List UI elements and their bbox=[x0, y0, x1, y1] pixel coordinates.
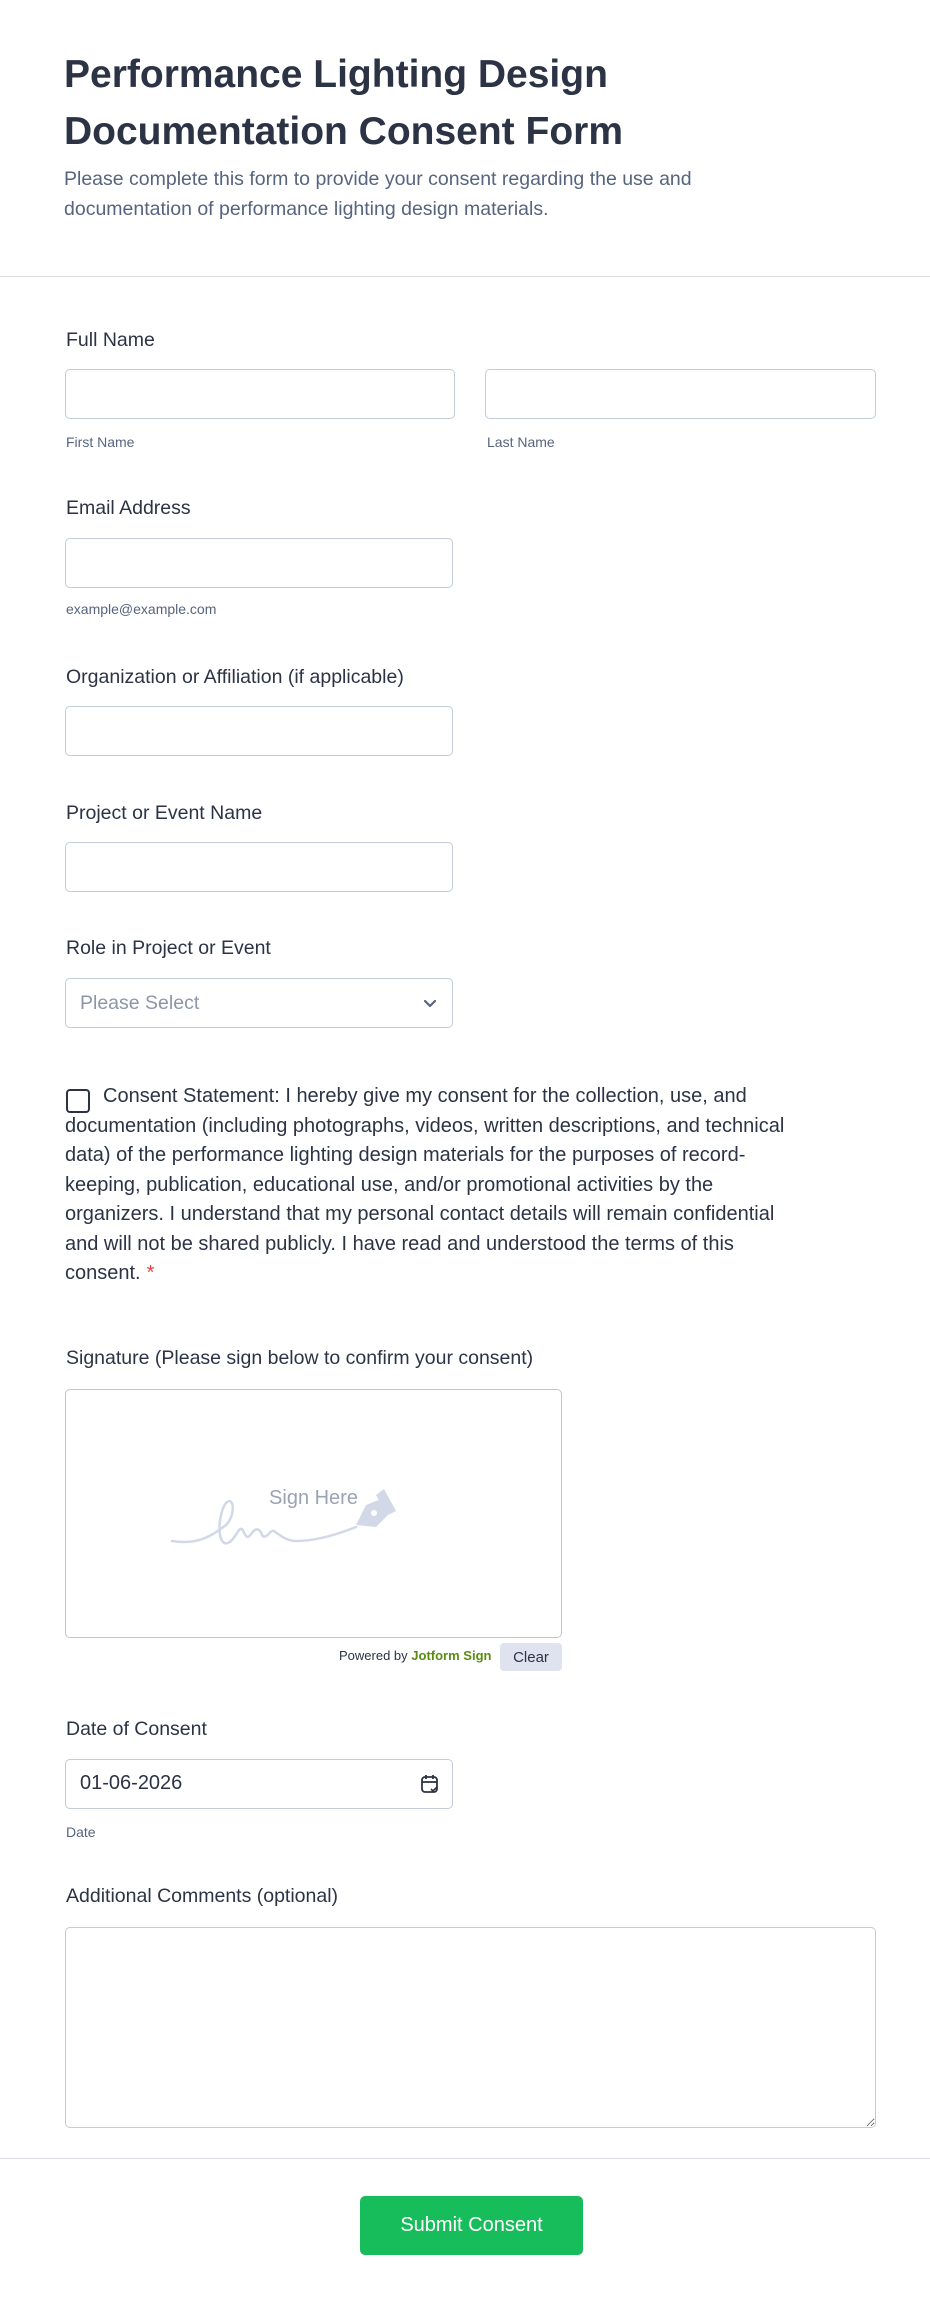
last-name-input[interactable] bbox=[485, 369, 876, 419]
date-value: 01-06-2026 bbox=[80, 1772, 183, 1794]
date-input[interactable] bbox=[65, 1759, 453, 1809]
required-mark: * bbox=[146, 1262, 155, 1284]
date-label: Date of Consent bbox=[66, 1718, 207, 1740]
email-label: Email Address bbox=[66, 497, 191, 519]
signature-pad[interactable] bbox=[65, 1389, 562, 1638]
first-name-sublabel: First Name bbox=[66, 434, 135, 450]
form-title: Performance Lighting Design Documentation Consent Form bbox=[64, 53, 624, 153]
powered-by bbox=[339, 1648, 491, 1663]
chevron-down-icon bbox=[420, 993, 440, 1013]
clear-signature-button[interactable]: Clear bbox=[500, 1643, 562, 1671]
project-input[interactable] bbox=[65, 842, 453, 892]
organization-input[interactable] bbox=[65, 706, 453, 756]
date-sublabel: Date bbox=[66, 1824, 96, 1840]
consent-text: Consent Statement: I hereby give my consent for the collection, use, and documentation (including photographs, videos, written descriptions, and technical data) of the performance lighting design materials for the purposes of record-keeping, publication, educational use, and/or promotional activities by the organizers. I understand that my personal contact details will remain confidential and will not be shared publicly. I have read and understood the terms of this consent. bbox=[65, 1085, 785, 1284]
sign-here-placeholder: Sign Here bbox=[269, 1487, 358, 1509]
role-select-value: Please Select bbox=[80, 992, 200, 1014]
last-name-sublabel: Last Name bbox=[487, 434, 555, 450]
organization-label: Organization or Affiliation (if applicable) bbox=[66, 666, 404, 688]
footer-divider bbox=[0, 2158, 930, 2159]
project-label: Project or Event Name bbox=[66, 802, 263, 824]
form-description: Please complete this form to provide your consent regarding the use and documentation of performance lighting design materials. bbox=[64, 168, 692, 220]
powered-by-text: Powered by bbox=[339, 1648, 408, 1663]
consent-statement bbox=[65, 1082, 800, 1289]
submit-button[interactable]: Submit Consent bbox=[360, 2196, 583, 2255]
signature-label: Signature (Please sign below to confirm your consent) bbox=[66, 1347, 534, 1369]
header-divider bbox=[0, 276, 930, 277]
calendar-icon[interactable] bbox=[420, 1773, 440, 1795]
first-name-input[interactable] bbox=[65, 369, 455, 419]
email-sublabel: example@example.com bbox=[66, 601, 217, 617]
role-select[interactable] bbox=[65, 978, 453, 1028]
email-input[interactable] bbox=[65, 538, 453, 588]
role-label: Role in Project or Event bbox=[66, 937, 271, 959]
jotform-sign-link[interactable]: Jotform Sign bbox=[411, 1648, 492, 1663]
full-name-label: Full Name bbox=[66, 329, 155, 351]
comments-textarea[interactable] bbox=[65, 1927, 876, 2128]
comments-label: Additional Comments (optional) bbox=[66, 1885, 339, 1907]
signature-pen-icon bbox=[166, 1485, 466, 1560]
